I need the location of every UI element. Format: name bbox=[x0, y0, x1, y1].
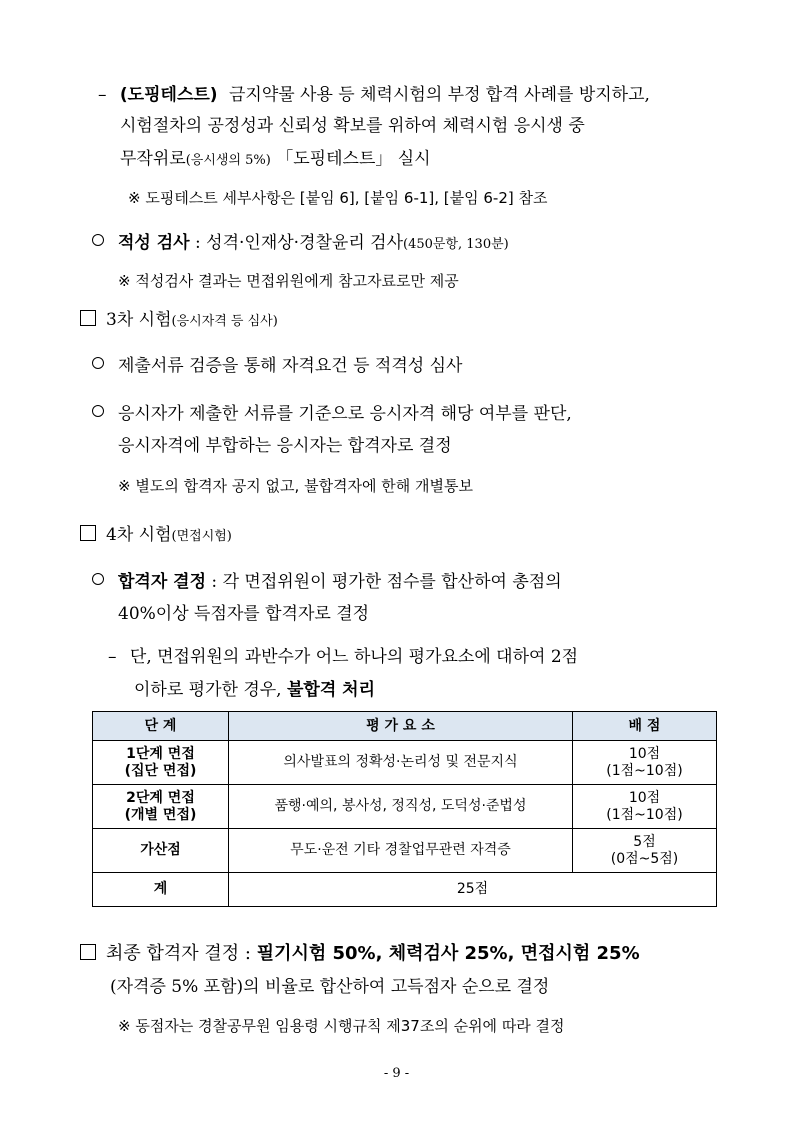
final-decision-ratio: 필기시험 50%, 체력검사 25%, 면접시험 25% bbox=[256, 943, 640, 964]
pass-decision-label: 합격자 결정 bbox=[118, 572, 207, 592]
fail-condition-text-1: 단, 면접위원의 과반수가 어느 하나의 평가요소에 대하여 2점 bbox=[129, 647, 579, 667]
fourth-exam-heading bbox=[80, 523, 232, 549]
interview-evaluation-table bbox=[92, 711, 717, 907]
third-item-2-text-2: 응시자격에 부합하는 응시자는 합격자로 결정 bbox=[118, 436, 452, 456]
final-decision-title: 최종 합격자 결정 : bbox=[106, 943, 251, 964]
third-exam-heading bbox=[80, 308, 278, 334]
element-cell: 품행·예의, 봉사성, 정직성, 도덕성·준법성 bbox=[229, 785, 573, 829]
aptitude-line bbox=[92, 231, 509, 257]
square-bullet-icon bbox=[80, 310, 96, 326]
table-row bbox=[93, 741, 717, 785]
header-score: 배 점 bbox=[573, 712, 717, 741]
score-cell: 10점 (1점~10점) bbox=[573, 785, 717, 829]
fourth-exam-paren: (면접시험) bbox=[171, 529, 232, 544]
circle-bullet-icon bbox=[92, 234, 104, 246]
aptitude-text: 성격·인재상·경찰윤리 검사 bbox=[206, 233, 404, 253]
fourth-exam-title: 4차 시험 bbox=[106, 525, 172, 545]
element-cell: 의사발표의 정확성·논리성 및 전문지식 bbox=[229, 741, 573, 785]
square-bullet-icon bbox=[80, 525, 96, 541]
total-label-cell: 계 bbox=[93, 873, 229, 907]
fail-condition-line-1 bbox=[108, 645, 578, 669]
stage-cell: 1단계 면접 (집단 면접) bbox=[93, 741, 229, 785]
third-item-2 bbox=[92, 402, 572, 426]
doping-label: (도핑테스트) bbox=[119, 85, 218, 105]
pass-decision-text-1: 각 면접위원이 평가한 점수를 합산하여 총점의 bbox=[222, 572, 562, 592]
doping-text-3-paren: (응시생의 5%) bbox=[185, 153, 271, 168]
pass-decision-line-1 bbox=[92, 570, 562, 594]
doping-line-1 bbox=[98, 83, 650, 107]
dash-marker: – bbox=[108, 647, 117, 667]
square-bullet-icon bbox=[80, 944, 96, 960]
table-total-row bbox=[93, 873, 717, 907]
aptitude-note: ※ 적성검사 결과는 면접위원에게 참고자료로만 제공 bbox=[118, 272, 459, 290]
final-note: ※ 동점자는 경찰공무원 임용령 시행규칙 제37조의 순위에 따라 결정 bbox=[118, 1017, 565, 1035]
doping-line-3 bbox=[120, 147, 431, 173]
doping-text-3b: 「도핑테스트」 실시 bbox=[276, 149, 431, 169]
dash-marker: – bbox=[98, 85, 107, 105]
third-note: ※ 별도의 합격자 공지 없고, 불합격자에 한해 개별통보 bbox=[118, 477, 474, 495]
circle-bullet-icon bbox=[92, 405, 104, 417]
final-decision-line-2: (자격증 5% 포함)의 비율로 합산하여 고득점자 순으로 결정 bbox=[110, 977, 550, 997]
stage-cell: 2단계 면접 (개별 면접) bbox=[93, 785, 229, 829]
third-item-1-text: 제출서류 검증을 통해 자격요건 등 적격성 심사 bbox=[118, 356, 463, 376]
aptitude-colon: : bbox=[189, 233, 207, 253]
aptitude-paren: (450문항, 130분) bbox=[403, 237, 509, 252]
third-exam-title: 3차 시험 bbox=[106, 310, 172, 330]
table-row bbox=[93, 785, 717, 829]
table-row bbox=[93, 829, 717, 873]
circle-bullet-icon bbox=[92, 573, 104, 585]
element-cell: 무도·운전 기타 경찰업무관련 자격증 bbox=[229, 829, 573, 873]
doping-line-2: 시험절차의 공정성과 신뢰성 확보를 위하여 체력시험 응시생 중 bbox=[120, 116, 585, 136]
total-value-cell: 25점 bbox=[229, 873, 717, 907]
score-cell: 5점 (0점~5점) bbox=[573, 829, 717, 873]
header-stage: 단 계 bbox=[93, 712, 229, 741]
third-exam-paren: (응시자격 등 심사) bbox=[171, 314, 278, 329]
third-item-2-text-1: 응시자가 제출한 서류를 기준으로 응시자격 해당 여부를 판단, bbox=[118, 404, 572, 424]
doping-note: ※ 도핑테스트 세부사항은 [붙임 6], [붙임 6-1], [붙임 6-2] 참조 bbox=[128, 189, 548, 207]
doping-text-1: 금지약물 사용 등 체력시험의 부정 합격 사례를 방지하고, bbox=[228, 85, 650, 105]
fail-condition-line-2 bbox=[134, 678, 375, 702]
final-decision-line-1 bbox=[80, 942, 640, 966]
score-cell: 10점 (1점~10점) bbox=[573, 741, 717, 785]
fail-condition-bold: 불합격 처리 bbox=[287, 680, 376, 700]
circle-bullet-icon bbox=[92, 357, 104, 369]
pass-decision-colon: : bbox=[206, 572, 223, 592]
aptitude-label: 적성 검사 bbox=[118, 233, 190, 253]
pass-decision-text-2: 40%이상 득점자를 합격자로 결정 bbox=[118, 604, 370, 624]
doping-text-3a: 무작위로 bbox=[120, 149, 186, 169]
table-header-row bbox=[93, 712, 717, 741]
header-element: 평 가 요 소 bbox=[229, 712, 573, 741]
third-item-1 bbox=[92, 354, 462, 378]
fail-condition-text-2: 이하로 평가한 경우, bbox=[134, 680, 282, 700]
page-number: - 9 - bbox=[383, 1066, 410, 1081]
stage-cell: 가산점 bbox=[93, 829, 229, 873]
